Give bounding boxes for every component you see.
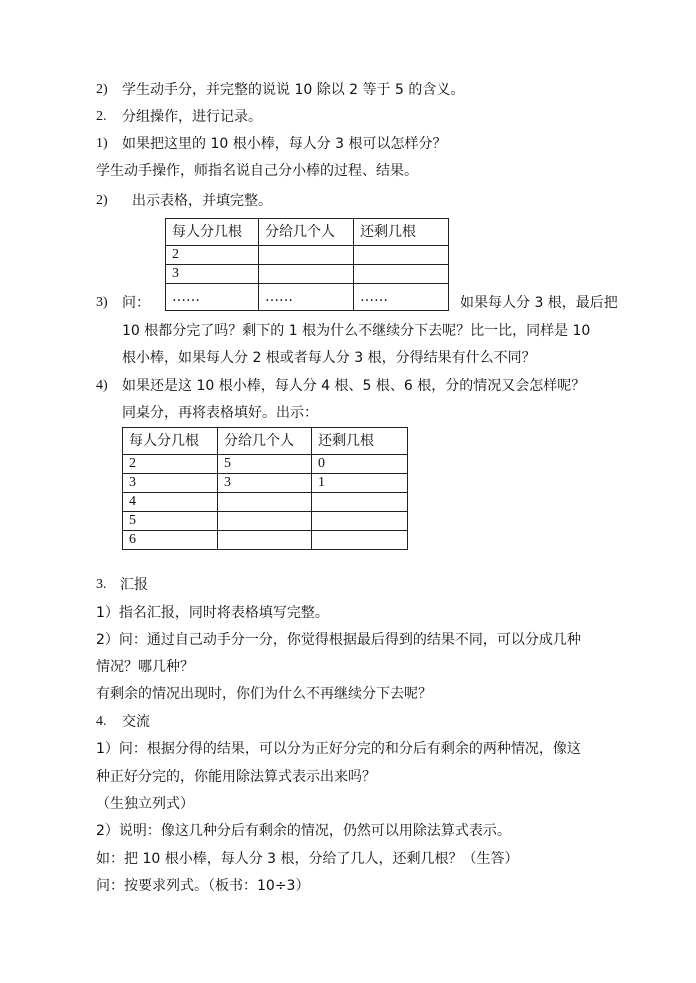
- table-row: [166, 246, 449, 265]
- line-text: 出示表格，并填完整。: [132, 193, 272, 209]
- line-text: 如果每人分 3 根，最后把: [460, 295, 618, 311]
- table-cell: [354, 246, 449, 265]
- list-number: 4): [96, 378, 108, 393]
- table-cell: ……: [259, 284, 354, 311]
- list-number: 2): [96, 82, 108, 97]
- table-cell: [259, 246, 354, 265]
- table-distribution-1: [165, 218, 449, 311]
- header-remaining: 还剩几根: [312, 428, 408, 455]
- line-text: 同桌分，再将表格填好。出示：: [122, 405, 318, 421]
- table-cell: 4: [123, 493, 218, 512]
- table-row: [166, 284, 449, 311]
- line-text: 学生动手操作，师指名说自己分小棒的过程、结果。: [96, 163, 418, 179]
- header-per-person: 每人分几根: [166, 219, 259, 246]
- header-per-person: 每人分几根: [123, 428, 218, 455]
- table-cell: 6: [123, 531, 218, 550]
- table-row: [166, 265, 449, 284]
- header-people-count: 分给几个人: [259, 219, 354, 246]
- table-header-row: [166, 219, 449, 246]
- table-row: [123, 455, 408, 474]
- table-distribution-2: [122, 427, 408, 550]
- line-text: 问：: [122, 295, 150, 311]
- list-number: 4.: [96, 714, 107, 729]
- list-number: 2.: [96, 109, 107, 124]
- table-row: [123, 531, 408, 550]
- table-row: [123, 512, 408, 531]
- list-number: 3): [96, 295, 108, 310]
- table-cell: ……: [166, 284, 259, 311]
- table-cell: [312, 493, 408, 512]
- table-header-row: [123, 428, 408, 455]
- line-text: 2）说明：像这几种分后有剩余的情况，仍然可以用除法算式表示。: [96, 823, 511, 839]
- list-number: 3.: [96, 577, 107, 592]
- table-cell: [218, 531, 312, 550]
- line-text: 情况？哪几种？: [96, 659, 194, 675]
- table-cell: 2: [166, 246, 259, 265]
- line-text: 问：按要求列式。（板书：10÷3）: [96, 878, 310, 894]
- table-cell: 2: [123, 455, 218, 474]
- table-cell: 3: [123, 474, 218, 493]
- line-text: （生独立列式）: [96, 796, 194, 812]
- table-row: [123, 493, 408, 512]
- table-cell: [312, 531, 408, 550]
- table-cell: 3: [166, 265, 259, 284]
- line-text: 有剩余的情况出现时，你们为什么不再继续分下去呢？: [96, 686, 432, 702]
- list-number: 1): [96, 136, 108, 151]
- table-cell: [218, 493, 312, 512]
- table-cell: 1: [312, 474, 408, 493]
- line-text: 10 根都分完了吗？剩下的 1 根为什么不继续分下去呢？比一比，同样是 10: [122, 323, 591, 339]
- table-cell: 0: [312, 455, 408, 474]
- header-remaining: 还剩几根: [354, 219, 449, 246]
- line-text: 1）问：根据分得的结果，可以分为正好分完的和分后有剩余的两种情况，像这: [96, 741, 581, 757]
- line-text: 交流: [122, 714, 150, 730]
- line-text: 1）指名汇报，同时将表格填写完整。: [96, 605, 329, 621]
- line-text: 学生动手分，并完整的说说 10 除以 2 等于 5 的含义。: [122, 82, 465, 98]
- line-text: 分组操作，进行记录。: [122, 109, 262, 125]
- table-cell: [312, 512, 408, 531]
- line-text: 种正好分完的，你能用除法算式表示出来吗？: [96, 769, 376, 785]
- table-cell: 5: [123, 512, 218, 531]
- line-text: 根小棒，如果每人分 2 根或者每人分 3 根，分得结果有什么不同？: [122, 350, 536, 366]
- list-number: 2): [96, 193, 108, 208]
- line-text: 如：把 10 根小棒，每人分 3 根，分给了几人，还剩几根？（生答）: [96, 851, 519, 867]
- table-cell: 5: [218, 455, 312, 474]
- table-cell: ……: [354, 284, 449, 311]
- table-cell: [259, 265, 354, 284]
- line-text: 2）问：通过自己动手分一分，你觉得根据最后得到的结果不同，可以分成几种: [96, 632, 581, 648]
- table-row: [123, 474, 408, 493]
- line-text: 如果把这里的 10 根小棒，每人分 3 根可以怎样分？: [122, 136, 447, 152]
- line-text: 如果还是这 10 根小棒，每人分 4 根、5 根、6 根，分的情况又会怎样呢？: [122, 378, 586, 394]
- table-cell: 3: [218, 474, 312, 493]
- line-text: 汇报: [120, 577, 148, 593]
- header-people-count: 分给几个人: [218, 428, 312, 455]
- table-cell: [354, 265, 449, 284]
- table-cell: [218, 512, 312, 531]
